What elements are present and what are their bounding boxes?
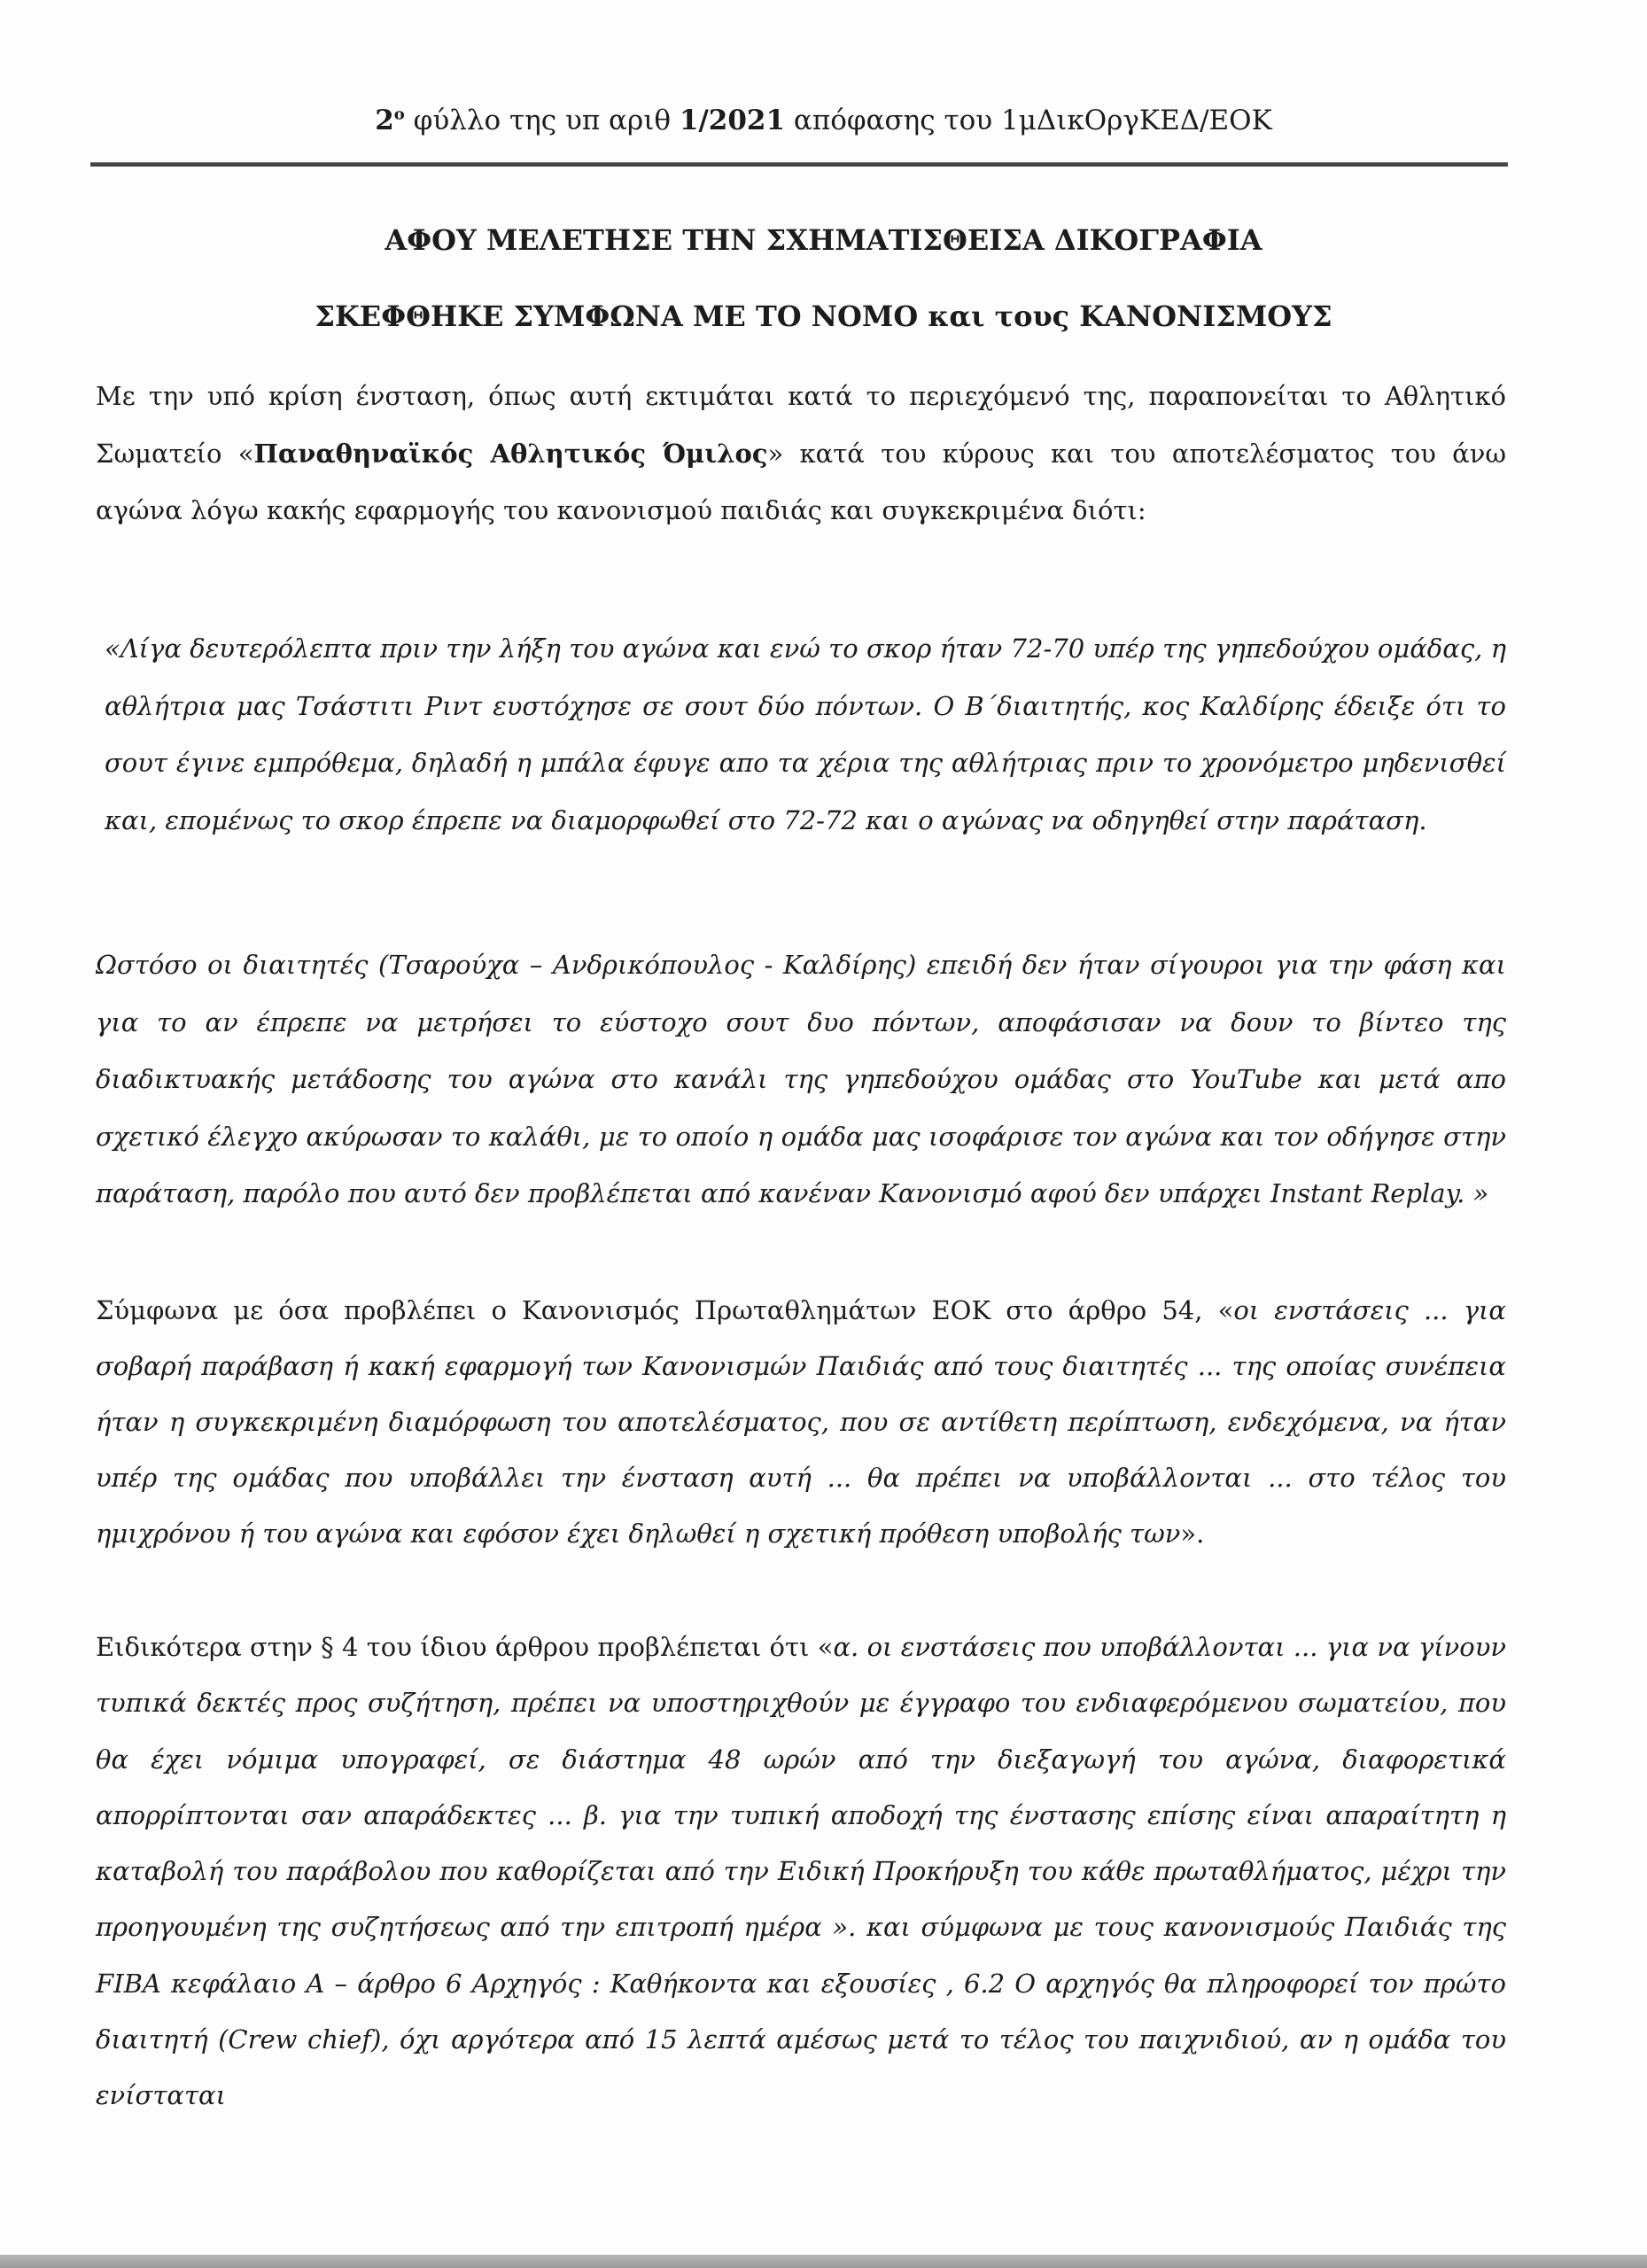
club-name: Παναθηναϊκός Αθλητικός Όμιλος — [253, 438, 768, 469]
intro-paragraph — [96, 368, 1506, 540]
sheet-number: 2 — [375, 105, 394, 136]
section-title-2-part-b: και τους — [928, 299, 1070, 333]
intro-text-1: Με την υπό κρίση ένσταση, όπως αυτή εκτιμάται κατά το περιεχόμενό της, παραπονείται το Αθλητικό Σωματείο « — [96, 381, 1506, 469]
article-54-quote: οι ενστάσεις ... για σοβαρή παράβαση ή κακή εφαρμογή των Κανονισμών Παιδιάς από τους διαιτητές ... της οποίας συνέπεια ήταν η συγκεκριμένη διαμόρφωση του αποτελέσματος, που σε αντίθετη περίπτωση, ενδεχόμενα, να ήταν υπέρ της ομάδας που υποβάλλει την ένσταση αυτή ... θα πρέπει να υποβάλλονται ... στο τέλος του ημιχρόνου ή του αγώνα και εφόσον έχει δηλωθεί η σχετική πρόθεση υποβολής των — [96, 1295, 1506, 1549]
sheet-header — [0, 105, 1647, 136]
section-title-2-part-c: ΚΑΝΟΝΙΣΜΟΥΣ — [1069, 299, 1332, 333]
par4-intro: Ειδικότερα στην § 4 του ίδιου άρθρου προβλέπεται ότι « — [96, 1632, 834, 1662]
sheet-header-text-1: φύλλο της υπ αριθ — [404, 105, 680, 136]
decision-number: 1/2021 — [679, 105, 786, 136]
par4-quote: α. οι ενστάσεις που υποβάλλονται ... για να γίνουν τυπικά δεκτές προς συζήτηση, πρέπει να υποστηριχθούν με έγγραφο του ενδιαφερόμενου σωματείου, που θα έχει νόμιμα υπογραφεί, σε διάστημα 48 ωρών από την διεξαγωγή του αγώνα, διαφορετικά απορρίπτονται σαν απαράδεκτες ... β. για την τυπική αποδοχή της ένστασης επίσης είναι απαραίτητη η καταβολή του παράβολου που καθορίζεται από την Ειδική Προκήρυξη του κάθε πρωταθλήματος, μέχρι την προηγουμένη της συζητήσεως από την επιτροπή ημέρα ». και σύμφωνα με τους κανονισμούς Παιδιάς της FIBA κεφάλαιο Α – άρθρο 6 Αρχηγός : Καθήκοντα και εξουσίες , 6.2 Ο αρχηγός θα πληροφορεί τον πρώτο διαιτητή (Crew chief), όχι αργότερα από 15 λεπτά αμέσως μετά το τέλος του παιχνιδιού, αν η ομάδα του ενίσταται — [96, 1632, 1506, 2111]
complaint-quote-text-1: «Λίγα δευτερόλεπτα πριν την λήξη του αγώνα και ενώ το σκορ ήταν 72-70 υπέρ της γηπεδούχου ομάδας, η αθλήτρια μας Τσάστιτι Ριντ ευστόχησε σε σουτ δύο πόντων. Ο Β΄διαιτητής, κος Καλδίρης έδειξε ότι το σουτ έγινε εμπρόθεμα, δηλαδή η μπάλα έφυγε απο τα χέρια της αθλήτριας πριν το χρονόμετρο μηδενισθεί και, επομένως το σκορ έπρεπε να διαμορφωθεί στο 72-72 και ο αγώνας να οδηγηθεί στην παράταση. — [105, 633, 1506, 835]
article-54-close: ». — [1180, 1518, 1205, 1549]
sheet-header-text-2: απόφασης του 1μΔικΟργΚΕΔ/ΕΟΚ — [785, 105, 1272, 136]
header-divider — [90, 162, 1508, 167]
intro-text-2: » κατά του κύρους και του αποτελέσματος του άνω αγώνα λόγω κακής εφαρμογής του κανονισμού παιδιάς και συγκεκριμένα διότι: — [96, 438, 1506, 525]
article-54-par4-paragraph — [96, 1619, 1506, 2124]
scan-bottom-edge — [0, 2255, 1647, 2268]
article-54-paragraph — [96, 1283, 1506, 1562]
section-title-2-part-a: ΣΚΕΦΘΗΚΕ ΣΥΜΦΩΝΑ ΜΕ ΤΟ ΝΟΜΟ — [315, 299, 928, 333]
complaint-quote-text-2: Ωστόσο οι διαιτητές (Τσαρούχα – Ανδρικόπουλος - Καλδίρης) επειδή δεν ήταν σίγουροι για την φάση και για το αν έπρεπε να μετρήσει το εύστοχο σουτ δυο πόντων, αποφάσισαν να δουν το βίντεο της διαδικτυακής μετάδοσης του αγώνα στο κανάλι της γηπεδούχου ομάδας στο YouTube και μετά απο σχετικό έλεγχο ακύρωσαν το καλάθι, με το οποίο η ομάδα μας ισοφάρισε τον αγώνα και τον οδήγησε στην παράταση, παρόλο που αυτό δεν προβλέπεται από κανέναν Κανονισμό αφού δεν υπάρχει Instant Replay. » — [96, 950, 1506, 1208]
section-title-2 — [0, 299, 1647, 333]
complaint-quote-paragraph-1 — [105, 620, 1506, 849]
sheet-number-ordinal: ο — [393, 105, 405, 124]
complaint-quote-paragraph-2 — [96, 936, 1506, 1223]
article-54-intro: Σύμφωνα με όσα προβλέπει ο Κανονισμός Πρωταθλημάτων ΕΟΚ στο άρθρο 54, « — [96, 1295, 1234, 1325]
section-title-1: ΑΦΟΥ ΜΕΛΕΤΗΣΕ ΤΗΝ ΣΧΗΜΑΤΙΣΘΕΙΣΑ ΔΙΚΟΓΡΑΦΙΑ — [385, 223, 1262, 257]
